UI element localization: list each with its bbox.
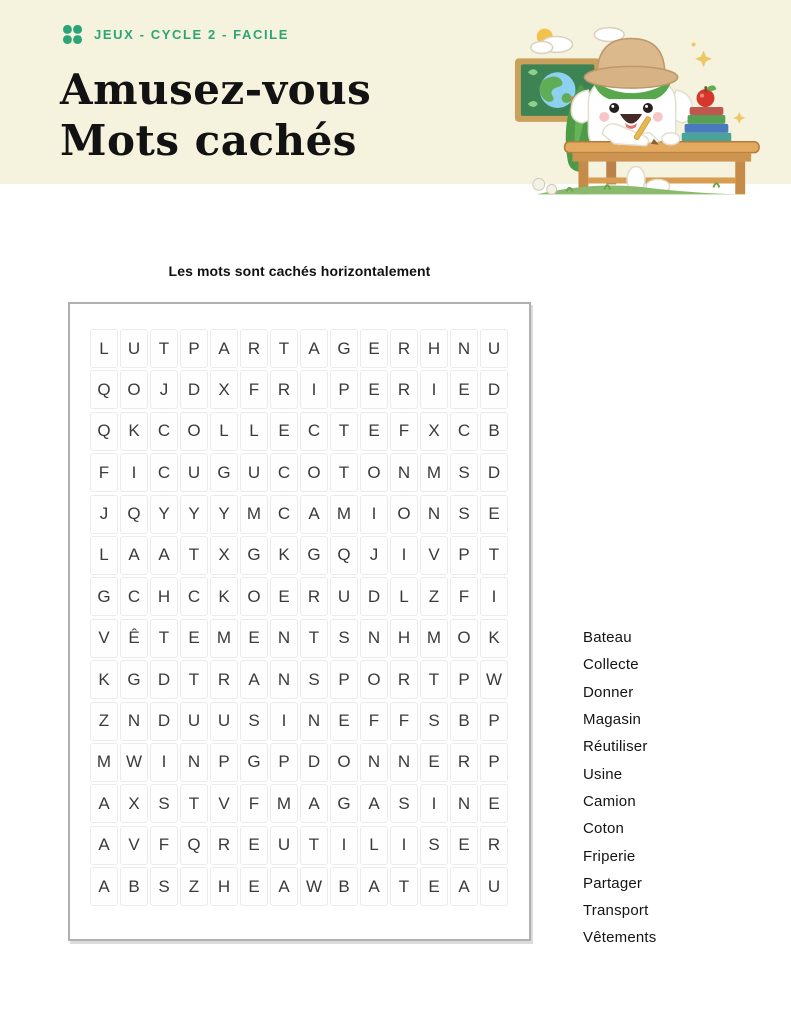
- grid-cell: I: [420, 370, 448, 409]
- grid-cell: U: [180, 702, 208, 741]
- word-list-item: Collecte: [583, 656, 639, 674]
- grid-cell: D: [480, 370, 508, 409]
- grid-cell: O: [360, 453, 388, 492]
- grid-cell: T: [150, 619, 178, 658]
- grid-cell: G: [90, 577, 118, 616]
- word-list-item: Camion: [583, 792, 636, 810]
- grid-cell: A: [240, 660, 268, 699]
- grid-cell: L: [210, 412, 238, 451]
- grid-cell: H: [150, 577, 178, 616]
- grid-cell: L: [240, 412, 268, 451]
- grid-cell: T: [330, 412, 358, 451]
- grid-cell: G: [240, 536, 268, 575]
- grid-cell: Z: [90, 702, 118, 741]
- word-list-item: Vêtements: [583, 929, 657, 947]
- grid-cell: K: [270, 536, 298, 575]
- grid-cell: B: [450, 702, 478, 741]
- word-list-item: Transport: [583, 902, 649, 920]
- grid-cell: Q: [90, 370, 118, 409]
- grid-cell: M: [420, 619, 448, 658]
- grid-cell: I: [420, 784, 448, 823]
- grid-cell: D: [180, 370, 208, 409]
- grid-cell: O: [450, 619, 478, 658]
- grid-cell: S: [240, 702, 268, 741]
- grid-cell: R: [210, 826, 238, 865]
- grid-cell: F: [360, 702, 388, 741]
- grid-cell: G: [210, 453, 238, 492]
- grid-cell: N: [300, 702, 328, 741]
- grid-cell: H: [210, 867, 238, 906]
- grid-cell: T: [150, 329, 178, 368]
- word-search-grid: [68, 302, 531, 941]
- grid-cell: F: [240, 784, 268, 823]
- grid-cell: C: [180, 577, 208, 616]
- grid-cell: A: [360, 867, 388, 906]
- word-list-item: Réutiliser: [583, 738, 648, 756]
- grid-cell: E: [360, 370, 388, 409]
- grid-cell: P: [330, 370, 358, 409]
- grid-cell: P: [450, 660, 478, 699]
- grid-cell: I: [390, 536, 418, 575]
- grid-cell: E: [360, 412, 388, 451]
- grid-cell: X: [210, 536, 238, 575]
- page-title-line1: Amusez-vous: [60, 65, 372, 114]
- grid-cell: F: [390, 412, 418, 451]
- grid-cell: W: [120, 743, 148, 782]
- grid-cell: R: [240, 329, 268, 368]
- grid-cell: F: [150, 826, 178, 865]
- grid-cell: U: [330, 577, 358, 616]
- grid-cell: L: [390, 577, 418, 616]
- grid-cell: L: [360, 826, 388, 865]
- grid-cell: R: [450, 743, 478, 782]
- eyebrow-label: JEUX - CYCLE 2 - FACILE: [94, 27, 289, 42]
- grid-cell: E: [360, 329, 388, 368]
- grid-cell: E: [450, 826, 478, 865]
- grid-cell: S: [300, 660, 328, 699]
- grid-cell: M: [90, 743, 118, 782]
- grid-cell: B: [330, 867, 358, 906]
- grid-cell: B: [120, 867, 148, 906]
- grid-cell: T: [180, 536, 208, 575]
- grid-cell: A: [90, 867, 118, 906]
- clover-icon: [62, 24, 83, 45]
- grid-cell: E: [330, 702, 358, 741]
- grid-cell: A: [360, 784, 388, 823]
- grid-cell: M: [420, 453, 448, 492]
- grid-cell: A: [210, 329, 238, 368]
- grid-cell: A: [450, 867, 478, 906]
- grid-cell: A: [120, 536, 148, 575]
- grid-cell: P: [450, 536, 478, 575]
- grid-cell: E: [450, 370, 478, 409]
- grid-cell: U: [270, 826, 298, 865]
- grid-cell: C: [120, 577, 148, 616]
- grid-cell: P: [180, 329, 208, 368]
- grid-cell: Ê: [120, 619, 148, 658]
- grid-cell: V: [90, 619, 118, 658]
- grid-cell: R: [390, 660, 418, 699]
- grid-cell: I: [300, 370, 328, 409]
- grid-cell: C: [150, 453, 178, 492]
- grid-cell: I: [390, 826, 418, 865]
- grid-cell: M: [270, 784, 298, 823]
- grid-cell: M: [330, 495, 358, 534]
- page-title: [60, 64, 371, 166]
- crumpled-paper: [533, 178, 557, 194]
- grid-cell: U: [480, 867, 508, 906]
- grid-cell: N: [450, 784, 478, 823]
- grid-cell: O: [330, 743, 358, 782]
- grid-cell: D: [150, 660, 178, 699]
- grid-cell: J: [360, 536, 388, 575]
- grid-cell: Y: [210, 495, 238, 534]
- grid-cell: Q: [120, 495, 148, 534]
- grid-cell: J: [150, 370, 178, 409]
- page-header: [0, 0, 791, 184]
- word-list: [583, 624, 657, 952]
- grid-cell: O: [300, 453, 328, 492]
- grid-cell: T: [300, 826, 328, 865]
- grid-cell: J: [90, 495, 118, 534]
- grid-cell: N: [270, 660, 298, 699]
- word-list-item: Friperie: [583, 847, 636, 865]
- grid-cell: W: [480, 660, 508, 699]
- grid-cell: A: [270, 867, 298, 906]
- grid-cell: E: [240, 619, 268, 658]
- grid-cell: T: [330, 453, 358, 492]
- grid-cell: D: [300, 743, 328, 782]
- word-list-item: Bateau: [583, 629, 632, 647]
- grid-cell: E: [420, 743, 448, 782]
- grid-cell: A: [150, 536, 178, 575]
- grid-cell: H: [390, 619, 418, 658]
- grid-cell: L: [90, 536, 118, 575]
- grid-cell: S: [330, 619, 358, 658]
- grid-cell: R: [210, 660, 238, 699]
- grid-cell: T: [180, 660, 208, 699]
- grid-cell: Y: [180, 495, 208, 534]
- grid-cell: P: [480, 702, 508, 741]
- grid-cell: E: [480, 784, 508, 823]
- grid-cell: E: [480, 495, 508, 534]
- hat: [584, 39, 677, 89]
- grid-cell: E: [240, 826, 268, 865]
- grid-cell: D: [480, 453, 508, 492]
- grid-cell: O: [360, 660, 388, 699]
- grid-cell: S: [450, 495, 478, 534]
- grid-cell: S: [450, 453, 478, 492]
- grid-cell: D: [360, 577, 388, 616]
- grid-cell: E: [180, 619, 208, 658]
- grid-cell: K: [210, 577, 238, 616]
- word-list-item: Donner: [583, 683, 634, 701]
- grid-cell: N: [450, 329, 478, 368]
- grid-cell: G: [330, 784, 358, 823]
- grid-cell: C: [270, 495, 298, 534]
- grid-cell: A: [300, 329, 328, 368]
- grid-cell: A: [300, 784, 328, 823]
- grid-cell: N: [390, 743, 418, 782]
- grid-cell: N: [270, 619, 298, 658]
- grid-cell: P: [480, 743, 508, 782]
- grid-cell: T: [180, 784, 208, 823]
- grid-cell: F: [450, 577, 478, 616]
- grid-cell: U: [120, 329, 148, 368]
- grid-cell: N: [360, 619, 388, 658]
- grid-cell: K: [480, 619, 508, 658]
- grid-cell: Q: [180, 826, 208, 865]
- word-list-item: Usine: [583, 765, 623, 783]
- grid-cell: N: [390, 453, 418, 492]
- grid-cell: P: [270, 743, 298, 782]
- grid-cell: A: [300, 495, 328, 534]
- grid-cell: A: [90, 784, 118, 823]
- grid-cell: D: [150, 702, 178, 741]
- grid-cell: U: [480, 329, 508, 368]
- grid-cell: V: [210, 784, 238, 823]
- grid-cell: R: [390, 370, 418, 409]
- grid-cell: R: [390, 329, 418, 368]
- page-title-line2: Mots cachés: [60, 116, 357, 165]
- grid-cell: N: [420, 495, 448, 534]
- grid-cell: I: [360, 495, 388, 534]
- grid-cell: K: [90, 660, 118, 699]
- breadcrumb: [62, 24, 289, 45]
- grid-cell: E: [270, 412, 298, 451]
- grid-cell: V: [420, 536, 448, 575]
- grid-cell: X: [420, 412, 448, 451]
- grid-cell: L: [90, 329, 118, 368]
- grid-cell: R: [300, 577, 328, 616]
- grid-cell: X: [120, 784, 148, 823]
- grid-cell: S: [390, 784, 418, 823]
- grid-cell: E: [420, 867, 448, 906]
- grid-cell: F: [90, 453, 118, 492]
- grid-cell: M: [210, 619, 238, 658]
- grid-cell: E: [240, 867, 268, 906]
- grid-cell: O: [180, 412, 208, 451]
- grid-cell: I: [330, 826, 358, 865]
- grid-cell: P: [210, 743, 238, 782]
- grid-cell: T: [390, 867, 418, 906]
- grid-cell: B: [480, 412, 508, 451]
- grid-cell: G: [240, 743, 268, 782]
- instruction-text: Les mots sont cachés horizontalement: [168, 263, 431, 279]
- grid-cell: Z: [420, 577, 448, 616]
- grid-cell: N: [360, 743, 388, 782]
- grid-cell: T: [270, 329, 298, 368]
- grid-cell: I: [150, 743, 178, 782]
- grid-cell: S: [420, 826, 448, 865]
- grid-cell: G: [120, 660, 148, 699]
- grid-cell: I: [270, 702, 298, 741]
- grid-cell: C: [270, 453, 298, 492]
- grid-cell: C: [150, 412, 178, 451]
- grid-cell: S: [150, 867, 178, 906]
- grid-cell: E: [270, 577, 298, 616]
- grid-cell: R: [480, 826, 508, 865]
- grid-cell: H: [420, 329, 448, 368]
- grid-cell: T: [480, 536, 508, 575]
- grid-cell: F: [390, 702, 418, 741]
- grid-cell: Q: [330, 536, 358, 575]
- mascot-illustration: [509, 20, 767, 195]
- grid-cell: A: [90, 826, 118, 865]
- word-list-item: Coton: [583, 820, 625, 838]
- grid-cell: T: [300, 619, 328, 658]
- grid-cell: I: [480, 577, 508, 616]
- grid-cell: V: [120, 826, 148, 865]
- word-list-item: Magasin: [583, 711, 642, 729]
- grid-cell: C: [450, 412, 478, 451]
- grid-cell: K: [120, 412, 148, 451]
- word-list-item: Partager: [583, 874, 643, 892]
- grid-cell: O: [120, 370, 148, 409]
- grid-cell: O: [390, 495, 418, 534]
- word-search-grid-cells: [90, 329, 508, 906]
- grid-cell: U: [210, 702, 238, 741]
- grid-cell: M: [240, 495, 268, 534]
- grid-cell: O: [240, 577, 268, 616]
- grid-cell: S: [150, 784, 178, 823]
- grid-cell: S: [420, 702, 448, 741]
- grid-cell: G: [300, 536, 328, 575]
- grid-cell: G: [330, 329, 358, 368]
- grid-cell: T: [420, 660, 448, 699]
- grid-cell: N: [120, 702, 148, 741]
- grid-cell: Q: [90, 412, 118, 451]
- grid-cell: X: [210, 370, 238, 409]
- grid-cell: I: [120, 453, 148, 492]
- grid-cell: Z: [180, 867, 208, 906]
- grid-cell: P: [330, 660, 358, 699]
- grid-cell: F: [240, 370, 268, 409]
- grid-cell: C: [300, 412, 328, 451]
- grid-cell: U: [180, 453, 208, 492]
- grid-cell: Y: [150, 495, 178, 534]
- grid-cell: R: [270, 370, 298, 409]
- grid-cell: U: [240, 453, 268, 492]
- grid-cell: W: [300, 867, 328, 906]
- grid-cell: N: [180, 743, 208, 782]
